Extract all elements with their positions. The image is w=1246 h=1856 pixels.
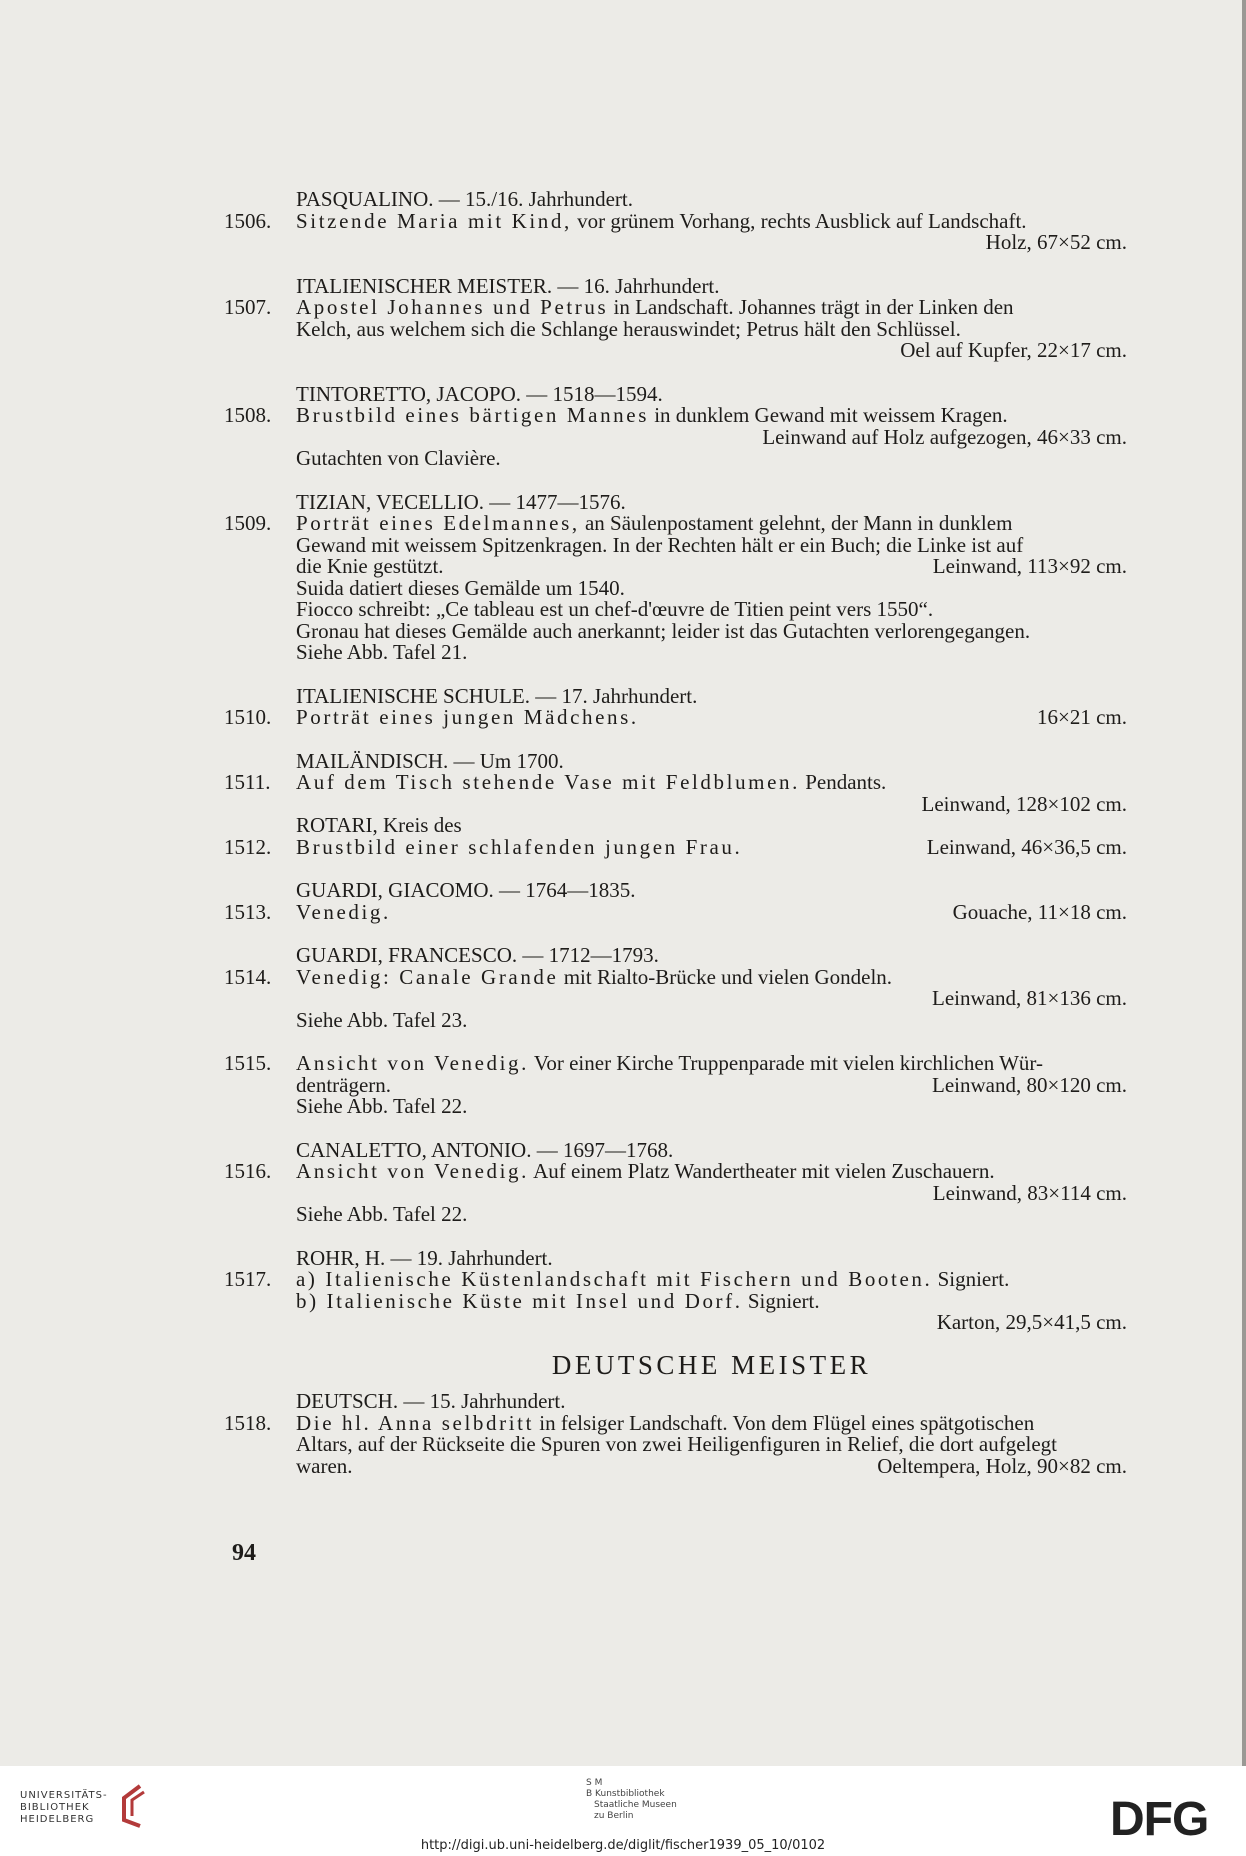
entry-title: Porträt eines jungen Mädchens.	[296, 705, 639, 729]
entry-title: Brustbild eines bärtigen Mannes	[296, 403, 649, 427]
entry-detail: Leinwand, 46×36,5 cm.	[926, 834, 1127, 859]
artist-heading: ITALIENISCHER MEISTER. — 16. Jahrhundert.	[296, 273, 720, 298]
entry-detail: Gouache, 11×18 cm.	[952, 899, 1127, 924]
entry-text: Pendants.	[805, 770, 887, 794]
entry-title: Auf dem Tisch stehende Vase mit Feldblumen.	[296, 770, 800, 794]
entry-number: 1509.	[224, 511, 272, 535]
dfg-logo: DFG	[1110, 1793, 1209, 1846]
catalog-text	[224, 189, 1127, 1477]
entry-number: 1506.	[224, 208, 272, 233]
entry-title: a) Italienische Küstenlandschaft mit Fischern und Booten.	[296, 1267, 933, 1291]
section-heading: DEUTSCHE MEISTER	[551, 1349, 872, 1380]
catalog-entry	[224, 405, 1127, 448]
artist-heading: DEUTSCH. — 15. Jahrhundert.	[296, 1389, 566, 1413]
catalog-entry	[224, 772, 1127, 815]
catalog-entry	[224, 899, 1127, 924]
entry-detail: Leinwand, 80×120 cm.	[932, 1072, 1127, 1097]
artist-heading: PASQUALINO. — 15./16. Jahrhundert.	[296, 187, 633, 211]
entry-detail: Leinwand, 113×92 cm.	[932, 554, 1127, 578]
entry-text: Gewand mit weissem Spitzenkragen. In der Rechten hält er ein Buch; die Linke ist auf	[296, 532, 1024, 557]
artist-heading: MAILÄNDISCH. — Um 1700.	[296, 748, 564, 773]
entry-detail: Leinwand, 83×114 cm.	[932, 1180, 1127, 1205]
catalog-entry	[224, 707, 1127, 729]
entry-number: 1508.	[224, 403, 272, 427]
entry-title: Brustbild einer schlafenden jungen Frau.	[296, 834, 743, 859]
entry-text: Auf einem Platz Wandertheater mit vielen Zuschauern.	[533, 1159, 995, 1183]
entry-detail: Leinwand, 81×136 cm.	[932, 986, 1127, 1010]
credit-line: Staatliche Museen	[594, 1800, 677, 1810]
entry-text: Signiert.	[747, 1288, 820, 1313]
artist-heading: ITALIENISCHE SCHULE. — 17. Jahrhundert.	[296, 683, 698, 708]
catalog-entry	[224, 297, 1127, 362]
entry-text: in felsiger Landschaft. Von dem Flügel eines spätgotischen	[539, 1410, 1035, 1435]
entry-note: Siehe Abb. Tafel 21.	[296, 640, 468, 664]
entry-number: 1512.	[224, 834, 272, 859]
catalog-entry	[224, 964, 1127, 1010]
entry-note: Gutachten von Clavière.	[296, 446, 501, 470]
catalog-entry	[224, 1410, 1127, 1478]
entry-number: 1518.	[224, 1410, 272, 1435]
entry-title: Porträt eines Edelmannes,	[296, 511, 580, 535]
entry-note: Fiocco schreibt: „Ce tableau est un chef-d'œuvre de Titien peint vers 1550“.	[296, 597, 934, 621]
university-library-logo	[20, 1790, 108, 1826]
entry-number: 1507.	[224, 295, 272, 319]
catalog-entry	[224, 834, 1127, 859]
entry-text: in dunklem Gewand mit weissem Kragen.	[654, 403, 1008, 427]
entry-detail: Oel auf Kupfer, 22×17 cm.	[900, 338, 1127, 362]
entry-text: Kelch, aus welchem sich die Schlange herauswindet; Petrus hält den Schlüssel.	[296, 316, 961, 341]
entry-note: Suida datiert dieses Gemälde um 1540.	[296, 575, 625, 600]
page-number: 94	[232, 1540, 256, 1566]
entry-title: Venedig: Canale Grande	[296, 964, 559, 989]
entry-number: 1510.	[224, 705, 272, 729]
entry-note: Gronau hat dieses Gemälde auch anerkannt; leider ist das Gutachten verlorengegangen.	[296, 618, 1031, 643]
artist-heading: ROHR, H. — 19. Jahrhundert.	[296, 1245, 553, 1270]
entry-title: b) Italienische Küste mit Insel und Dorf.	[296, 1288, 743, 1313]
entry-text: Vor einer Kirche Truppenparade mit vielen kirchlichen Wür-	[533, 1051, 1043, 1075]
entry-title: Ansicht von Venedig.	[296, 1159, 530, 1183]
entry-note: Siehe Abb. Tafel 22.	[296, 1202, 468, 1226]
entry-text: vor grünem Vorhang, rechts Ausblick auf Landschaft.	[577, 208, 1027, 233]
catalog-entry	[224, 513, 1127, 578]
entry-text: mit Rialto-Brücke und vielen Gondeln.	[563, 964, 893, 989]
entry-text: Altars, auf der Rückseite die Spuren von zwei Heiligenfiguren in Relief, die dort aufgelegt	[296, 1432, 1058, 1456]
artist-heading: CANALETTO, ANTONIO. — 1697—1768.	[296, 1137, 674, 1162]
credit-line: S M	[586, 1778, 603, 1788]
entry-detail: Karton, 29,5×41,5 cm.	[936, 1310, 1127, 1334]
entry-text: die Knie gestützt.	[296, 554, 444, 578]
entry-detail: Leinwand auf Holz aufgezogen, 46×33 cm.	[762, 424, 1127, 449]
entry-text: denträgern.	[296, 1072, 392, 1097]
entry-note: Siehe Abb. Tafel 23.	[296, 1007, 468, 1032]
entry-title: Venedig.	[296, 899, 391, 924]
logo-line: HEIDELBERG	[20, 1814, 95, 1825]
entry-detail: Leinwand, 128×102 cm.	[921, 791, 1127, 816]
catalog-entry	[224, 1269, 1127, 1334]
entry-number: 1516.	[224, 1159, 272, 1183]
entry-number: 1513.	[224, 899, 272, 924]
entry-number: 1514.	[224, 964, 272, 989]
entry-number: 1511.	[224, 770, 271, 794]
entry-detail: Holz, 67×52 cm.	[985, 230, 1127, 254]
credit-line: B Kunstbibliothek	[586, 1789, 665, 1799]
university-emblem-icon	[114, 1782, 152, 1828]
museum-credit	[586, 1778, 677, 1822]
artist-heading: GUARDI, GIACOMO. — 1764—1835.	[296, 878, 636, 902]
entry-note: Siehe Abb. Tafel 22.	[296, 1094, 468, 1118]
entry-text: Signiert.	[937, 1267, 1010, 1291]
entry-text: an Säulenpostament gelehnt, der Mann in dunklem	[584, 511, 1013, 535]
artist-heading: TINTORETTO, JACOPO. — 1518—1594.	[296, 381, 663, 406]
logo-line: UNIVERSITÄTS-	[20, 1790, 108, 1801]
logo-line: BIBLIOTHEK	[20, 1802, 90, 1813]
artist-heading: TIZIAN, VECELLIO. — 1477—1576.	[296, 489, 626, 514]
catalog-entry	[224, 208, 1127, 254]
artist-heading: ROTARI, Kreis des	[296, 813, 462, 837]
entry-title: Die hl. Anna selbdritt	[296, 1410, 535, 1435]
entry-text: in Landschaft. Johannes trägt in der Linken den	[613, 295, 1014, 319]
artist-heading: GUARDI, FRANCESCO. — 1712—1793.	[296, 943, 659, 967]
entry-number: 1515.	[224, 1051, 272, 1075]
entry-number: 1517.	[224, 1267, 272, 1291]
entry-title: Ansicht von Venedig.	[296, 1051, 530, 1075]
entry-detail: Oeltempera, Holz, 90×82 cm.	[877, 1453, 1127, 1478]
catalog-entry	[224, 1161, 1127, 1204]
entry-text: waren.	[296, 1453, 353, 1478]
credit-line: zu Berlin	[594, 1811, 634, 1821]
catalog-entry	[224, 1053, 1127, 1096]
entry-detail: 16×21 cm.	[1037, 705, 1127, 729]
entry-title: Sitzende Maria mit Kind,	[296, 208, 572, 233]
source-url[interactable]: http://digi.ub.uni-heidelberg.de/diglit/fischer1939_05_10/0102	[420, 1838, 826, 1853]
entry-title: Apostel Johannes und Petrus	[296, 295, 609, 319]
